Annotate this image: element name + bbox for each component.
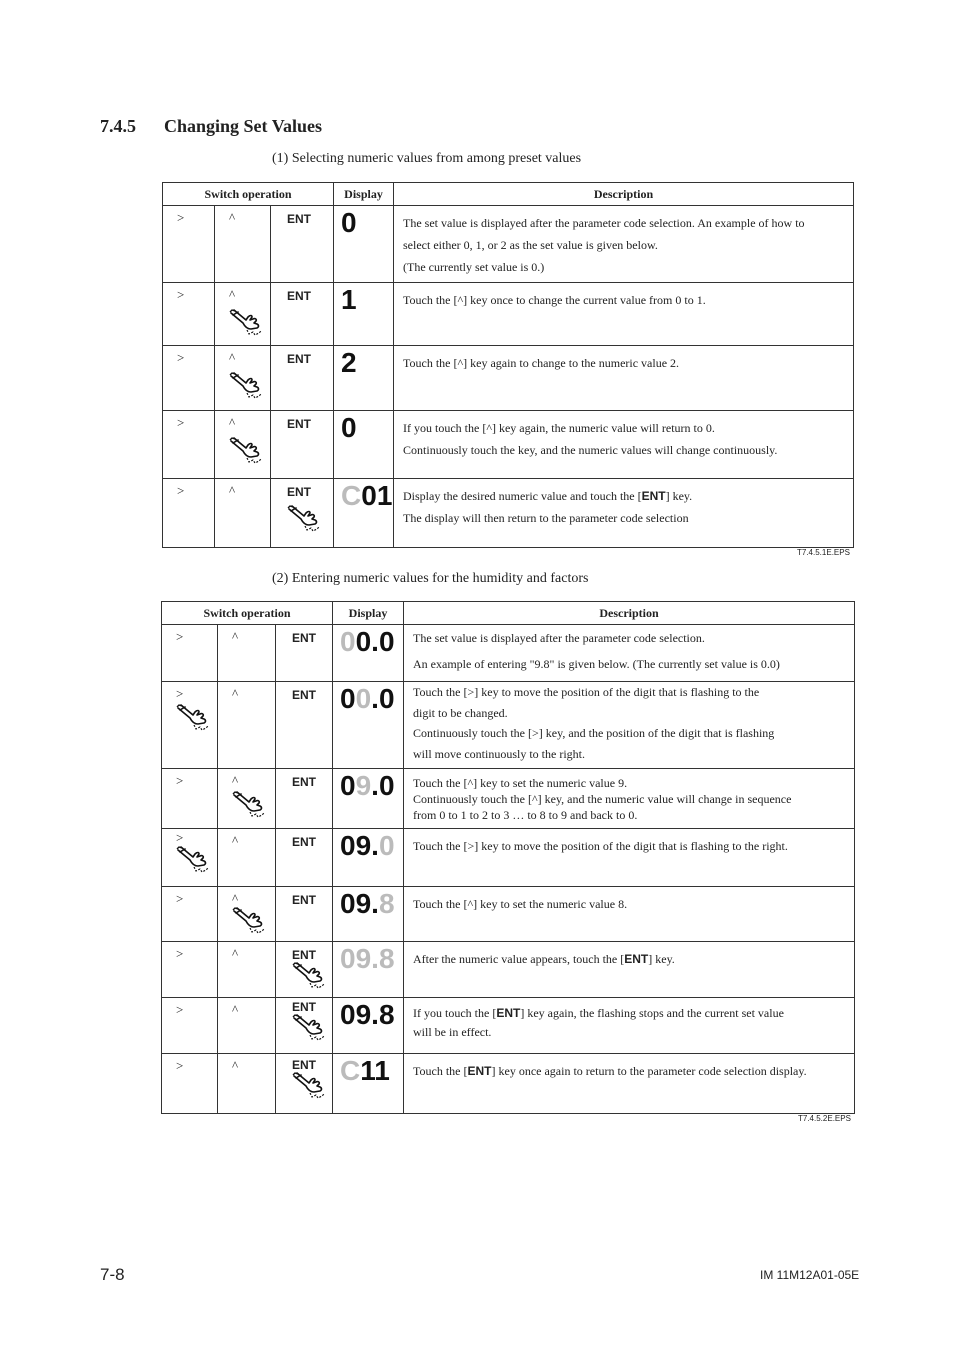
up-key[interactable]: ^ (215, 479, 271, 548)
text-fragment: After the numeric value appears, touch the [ (413, 952, 625, 966)
figure-code-1: T7.4.5.1E.EPS (797, 548, 850, 557)
figure-code-2: T7.4.5.2E.EPS (798, 1114, 851, 1123)
display-value (333, 1054, 404, 1114)
display-digits: 09. (340, 830, 379, 861)
description-line: digit to be changed. (413, 705, 508, 720)
right-key[interactable]: > (163, 346, 215, 411)
description-line: Continuously touch the key, and the numeric values will change continuously. (403, 443, 778, 457)
right-key-label: > (176, 830, 184, 845)
ent-key-label: ENT (292, 1000, 316, 1014)
description-line: Continuously touch the [^] key, and the numeric value will change in sequence (413, 792, 792, 806)
table-row (163, 411, 854, 479)
right-key[interactable] (163, 283, 215, 346)
ent-key-ref: ENT (467, 1064, 492, 1078)
description-line (413, 1004, 846, 1023)
ent-key[interactable] (276, 1054, 333, 1114)
up-key-label: ^ (232, 891, 239, 906)
display-value: 09.8 (333, 998, 404, 1054)
description-line (403, 485, 845, 507)
ent-key-label: ENT (292, 1058, 316, 1072)
display-digits: 09. (340, 888, 379, 919)
header-display: Display (334, 183, 394, 206)
description-line: will be in effect. (413, 1025, 492, 1039)
header-switch-operation: Switch operation (162, 602, 333, 625)
description-line: An example of entering "9.8" is given below. (The currently set value is 0.0) (413, 657, 780, 671)
table-row (162, 682, 855, 769)
description (404, 682, 855, 769)
right-key[interactable]: > (163, 206, 215, 283)
text-fragment: If you touch the [ (413, 1006, 497, 1020)
description-line: Touch the [^] key once to change the current value from 0 to 1. (403, 293, 706, 307)
ent-key[interactable]: ENT (271, 411, 334, 479)
display-value: 0 (334, 206, 394, 283)
display-value: 1 (334, 283, 394, 346)
ent-key[interactable]: ENT (276, 769, 333, 829)
display-flashing-digit: 9 (355, 770, 372, 801)
touch-hand-icon (229, 372, 263, 400)
page-number: 7-8 (100, 1265, 125, 1284)
right-key-label: > (176, 686, 184, 701)
display-value (333, 829, 404, 887)
touch-hand-icon (287, 505, 321, 533)
preset-values-table (162, 182, 854, 548)
description-line: If you touch the [^] key again, the numeric value will return to 0. (403, 421, 715, 435)
table-row (163, 283, 854, 346)
table-row (163, 206, 854, 283)
up-key[interactable] (218, 769, 276, 829)
right-key[interactable]: > (162, 942, 218, 998)
up-key[interactable] (215, 346, 271, 411)
display-digits: .0 (371, 683, 395, 714)
description-line: Touch the [^] key to set the numeric value 8. (413, 897, 628, 911)
description-line: select either 0, 1, or 2 as the set value is given below. (403, 238, 658, 252)
description-line: will move continuously to the right. (413, 746, 585, 761)
description-line: The display will then return to the parameter code selection (403, 511, 689, 525)
ent-key[interactable]: ENT (276, 887, 333, 942)
description-line: from 0 to 1 to 2 to 3 … to 8 to 9 and back to 0. (413, 808, 638, 822)
section-heading (100, 116, 322, 137)
touch-hand-icon (229, 309, 263, 337)
ent-key[interactable] (276, 942, 333, 998)
touch-hand-icon (292, 1072, 326, 1100)
description-line (413, 948, 846, 970)
touch-hand-icon (232, 791, 266, 819)
subsection-1-title: (1) Selecting numeric values from among preset values (272, 151, 582, 166)
section-number: 7.4.5 (100, 116, 136, 136)
display-value: 2 (334, 346, 394, 411)
description (404, 625, 855, 682)
ent-key-label: ENT (287, 485, 311, 499)
document-id: IM 11M12A01-05E (760, 1268, 860, 1282)
display-value (334, 479, 394, 548)
description (404, 942, 855, 998)
table-row (163, 479, 854, 548)
description-line: Touch the [^] key again to change to the numeric value 2. (403, 356, 680, 370)
text-fragment: ] key once again to return to the parameter code selection display. (491, 1064, 807, 1078)
description-line: Touch the [>] key to move the position of the digit that is flashing to the right. (413, 839, 788, 853)
right-key-label: > (177, 287, 185, 302)
subsection-2-title: (2) Entering numeric values for the humidity and factors (272, 571, 589, 586)
text-fragment: ] key. (648, 952, 675, 966)
description (394, 346, 854, 411)
touch-hand-icon (176, 846, 210, 874)
right-key[interactable]: > (162, 998, 218, 1054)
description-line: Touch the [>] key to move the position of the digit that is flashing to the (413, 685, 760, 699)
touch-hand-icon (292, 1014, 326, 1042)
description (394, 411, 854, 479)
table-row (162, 1054, 855, 1114)
display-value: 0 (334, 411, 394, 479)
table-row (163, 346, 854, 411)
up-key[interactable] (215, 411, 271, 479)
table-row (162, 625, 855, 682)
touch-hand-icon (176, 704, 210, 732)
text-fragment: Display the desired numeric value and touch the [ (403, 489, 642, 503)
display-digits: 0.0 (355, 626, 395, 657)
up-key[interactable] (215, 283, 271, 346)
display-flashing-digit: 0 (378, 830, 395, 861)
header-description: Description (404, 602, 855, 625)
ent-key[interactable]: ENT (271, 206, 334, 283)
description (394, 283, 854, 346)
up-key-label: ^ (229, 350, 236, 365)
description (394, 206, 854, 283)
description-line: The set value is displayed after the parameter code selection. (413, 631, 705, 645)
header-description: Description (394, 183, 854, 206)
ent-key[interactable] (276, 998, 333, 1054)
text-fragment: ] key. (665, 489, 693, 503)
table-row (162, 942, 855, 998)
right-key[interactable]: > (162, 887, 218, 942)
display-flashing-digit: 0 (340, 626, 356, 657)
description-line: Touch the [^] key to set the numeric value 9. (413, 776, 628, 790)
touch-hand-icon (229, 437, 263, 465)
table-row (162, 769, 855, 829)
description (404, 1054, 855, 1114)
description (404, 887, 855, 942)
ent-key[interactable]: ENT (276, 682, 333, 769)
right-key[interactable]: > (163, 479, 215, 548)
display-value (333, 769, 404, 829)
display-value: 09.8 (333, 942, 404, 998)
display-flashing-digit: 0 (355, 683, 372, 714)
ent-key-ref: ENT (496, 1006, 521, 1020)
display-bright-part: 01 (361, 480, 393, 511)
up-key-label: ^ (229, 415, 236, 430)
display-value (333, 625, 404, 682)
right-key[interactable] (162, 829, 218, 887)
up-key[interactable]: ^ (215, 206, 271, 283)
ent-key[interactable]: ENT (276, 829, 333, 887)
description (404, 829, 855, 887)
up-key[interactable]: ^ (218, 998, 276, 1054)
up-key-label: ^ (232, 773, 239, 788)
right-key[interactable]: > (163, 411, 215, 479)
header-switch-operation: Switch operation (163, 183, 334, 206)
description (404, 998, 855, 1054)
up-key[interactable]: ^ (218, 682, 276, 769)
display-flashing-digit: 8 (378, 888, 395, 919)
up-key[interactable] (218, 887, 276, 942)
description (404, 769, 855, 829)
display-bright-part: 11 (360, 1055, 390, 1086)
up-key[interactable]: ^ (218, 829, 276, 887)
description-line: The set value is displayed after the parameter code selection. An example of how to (403, 216, 805, 230)
up-key[interactable]: ^ (218, 625, 276, 682)
ent-key-ref: ENT (624, 952, 649, 966)
ent-key[interactable]: ENT (271, 283, 334, 346)
header-display: Display (333, 602, 404, 625)
text-fragment: ] key again, the flashing stops and the current set value (520, 1006, 784, 1020)
description (394, 479, 854, 548)
display-dim-part: C (340, 1055, 361, 1086)
description-line (413, 1060, 846, 1082)
ent-key-label: ENT (292, 948, 316, 962)
display-digits: 0 (340, 770, 356, 801)
ent-key[interactable]: ENT (271, 346, 334, 411)
up-key[interactable]: ^ (218, 1054, 276, 1114)
up-key[interactable]: ^ (218, 942, 276, 998)
table-row (162, 829, 855, 887)
display-value (333, 887, 404, 942)
description-line: (The currently set value is 0.) (403, 260, 545, 274)
up-key-label: ^ (229, 287, 236, 302)
touch-hand-icon (232, 907, 266, 935)
right-key[interactable]: > (162, 769, 218, 829)
section-title: Changing Set Values (164, 116, 323, 136)
display-digits: 0 (340, 683, 356, 714)
ent-key[interactable]: ENT (276, 625, 333, 682)
ent-key-ref: ENT (641, 489, 666, 503)
display-dim-part: C (341, 480, 362, 511)
display-digits: .0 (371, 770, 395, 801)
right-key[interactable]: > (162, 1054, 218, 1114)
numeric-entry-table (161, 601, 855, 1114)
table-row (162, 887, 855, 942)
right-key[interactable] (162, 682, 218, 769)
display-value (333, 682, 404, 769)
right-key[interactable]: > (162, 625, 218, 682)
touch-hand-icon (292, 962, 326, 990)
text-fragment: Touch the [ (413, 1064, 468, 1078)
table-row (162, 998, 855, 1054)
ent-key[interactable] (271, 479, 334, 548)
description-line: Continuously touch the [>] key, and the position of the digit that is flashing (413, 726, 775, 740)
